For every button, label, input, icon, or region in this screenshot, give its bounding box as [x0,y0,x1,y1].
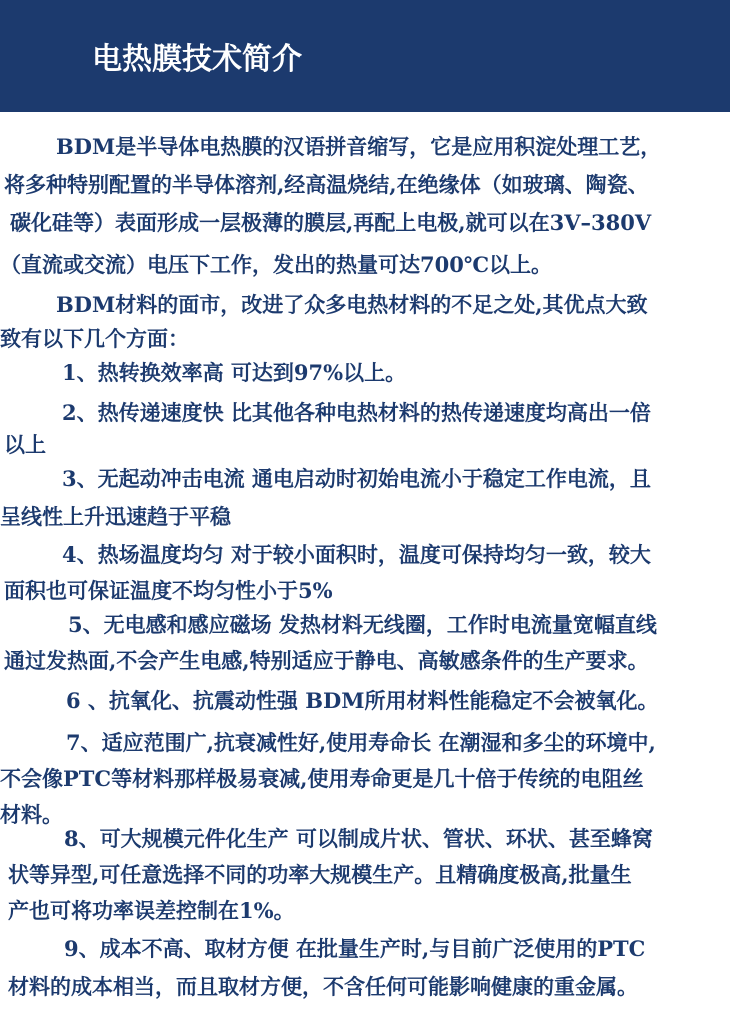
body-line: 状等异型,可任意选择不同的功率大规模生产。且精确度极高,批量生 [8,862,632,887]
body-line: 5、无电感和感应磁场 发热材料无线圈，工作时电流量宽幅直线 [68,612,657,637]
body-line: 碳化硅等）表面形成一层极薄的膜层,再配上电极,就可以在3V–380V [10,210,652,235]
body-line: 9、成本不高、取材方便 在批量生产时,与目前广泛使用的PTC [64,936,646,961]
body-line: 通过发热面,不会产生电感,特别适应于静电、高敏感条件的生产要求。 [4,648,649,673]
body-line: 6 、抗氧化、抗震动性强 BDM所用材料性能稳定不会被氧化。 [66,688,659,713]
body-line: BDM是半导体电热膜的汉语拼音缩写，它是应用积淀处理工艺， [56,134,662,159]
body-line: BDM材料的面市，改进了众多电热材料的不足之处,其优点大致 [56,292,648,317]
body-line: 材料的成本相当，而且取材方便，不含任何可能影响健康的重金属。 [8,974,638,999]
body-line: 不会像PTC等材料那样极易衰减,使用寿命更是几十倍于传统的电阻丝 [0,766,644,791]
body-line: 产也可将功率误差控制在1%。 [8,898,295,923]
body-line: 材料。 [0,802,63,827]
header-banner [0,0,730,112]
body-line: 8、可大规模元件化生产 可以制成片状、管状、环状、甚至蜂窝 [64,826,653,851]
body-line: 以上 [4,432,46,457]
body-line: （直流或交流）电压下工作，发出的热量可达700℃以上。 [0,252,552,277]
body-line: 3、无起动冲击电流 通电启动时初始电流小于稳定工作电流，且 [62,466,651,491]
body-line: 2、热传递速度快 比其他各种电热材料的热传递速度均高出一倍 [62,400,651,425]
body-line: 致有以下几个方面： [0,326,189,351]
body-line: 面积也可保证温度不均匀性小于5% [4,578,333,603]
body-line: 7、适应范围广,抗衰减性好,使用寿命长 在潮湿和多尘的环境中, [66,730,656,755]
body-line: 4、热场温度均匀 对于较小面积时，温度可保持均匀一致，较大 [62,542,651,567]
body-line: 将多种特别配置的半导体溶剂,经高温烧结,在绝缘体（如玻璃、陶瓷、 [4,172,649,197]
body-line: 1、热转换效率高 可达到97%以上。 [62,360,407,385]
page-title: 电热膜技术简介 [92,42,302,77]
body-line: 呈线性上升迅速趋于平稳 [0,504,231,529]
